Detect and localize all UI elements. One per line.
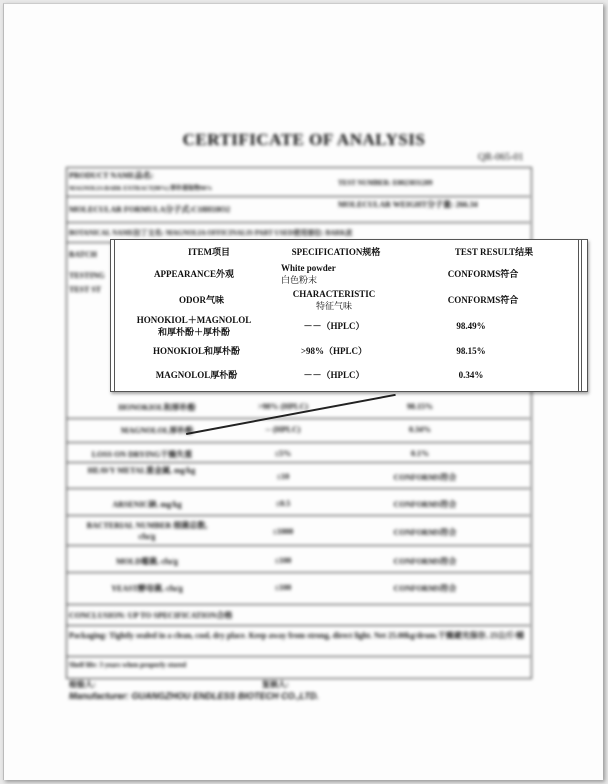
divider [66, 545, 530, 546]
blurred-spec: >98% (HPLC) [257, 402, 309, 411]
zoomed-results-table [110, 239, 588, 392]
divider [66, 418, 530, 419]
blurred-item: YEAST酵母菌, cfu/g [111, 584, 183, 593]
blurred-spec: ≤10 [276, 472, 290, 481]
row-spec-cn: 特征气味 [315, 301, 352, 311]
blurred-result: 0.1% [411, 449, 429, 458]
shelf-life: Shelf life: 3 years when properly stored [69, 661, 187, 669]
table-border [578, 240, 579, 391]
divider [66, 604, 530, 605]
document-title: CERTIFICATE OF ANALYSIS [182, 130, 426, 149]
divider [66, 656, 530, 657]
blurred-item: ARSENIC砷, mg/kg [112, 500, 182, 509]
test-standard-label: TEST ST [69, 285, 102, 294]
column-header-specification: SPECIFICATION规格 [291, 247, 381, 257]
row-item-cn: 和厚朴酚＋厚朴酚 [157, 327, 230, 337]
row-spec-cn: 白色粉末 [281, 275, 318, 285]
row-result: 98.49% [456, 321, 486, 331]
row-spec: －－（HPLC） [303, 321, 365, 331]
blurred-item: MOLD霉菌, cfu/g [116, 557, 178, 566]
blurred-item: HEAVY METAL重金属, mg/kg [87, 466, 196, 475]
row-item: MAGNOLOL厚朴酚 [155, 370, 238, 380]
row-item: HONOKIOL和厚朴酚 [152, 346, 240, 356]
blurred-spec: ≤0.5 [275, 499, 291, 508]
divider [66, 196, 530, 197]
testing-label: TESTING [69, 271, 105, 280]
row-result: 98.15% [456, 346, 486, 356]
row-item: ODOR气味 [178, 295, 224, 305]
row-result: CONFORMS符合 [447, 269, 519, 279]
table-border [581, 240, 582, 391]
molecular-formula: MOLECULAR FORMULA分子式:C18H18O2 [69, 205, 231, 214]
blurred-result: CONFORMS符合 [393, 500, 457, 509]
product-name-label: PRODUCT NAME品名: [69, 171, 154, 180]
blurred-spec: ≤100 [274, 556, 292, 565]
blurred-spec: ≤100 [274, 583, 292, 592]
blurred-item: LOSS ON DRYING干燥失重 [91, 450, 193, 459]
blurred-result: CONFORMS符合 [393, 473, 457, 482]
product-name-value: MAGNOLIA BARK EXTRACT(98%) 厚朴提取物98% [69, 186, 213, 192]
row-result: 0.34% [458, 370, 484, 380]
divider [66, 222, 530, 223]
row-item: APPEARANCE外观 [154, 269, 234, 279]
column-header-test-result: TEST RESULT结果 [454, 247, 534, 257]
blurred-spec: ≤5% [274, 449, 292, 458]
row-item: HONOKIOL＋MAGNOLOL [136, 315, 252, 325]
row-spec: －－（HPLC） [303, 370, 365, 380]
divider [66, 462, 530, 463]
batch-label: BATCH [69, 250, 97, 259]
blurred-item: MAGNOLOL厚朴酚 [120, 426, 194, 435]
inspector: 检验人: [69, 680, 96, 689]
packaging: Packaging: Tightly sealed in a clean, cool, dry place. Keep away from strong, direct light. Net 25.00kg/drum.干燥避光保存, 25公斤/桶 [69, 631, 525, 640]
blurred-result: 0.34% [409, 425, 431, 434]
row-result: CONFORMS符合 [447, 295, 519, 305]
divider [66, 625, 530, 626]
conclusion: CONCLUSION: UP TO SPECIFICATION合格 [69, 611, 233, 620]
blurred-result: 98.15% [407, 402, 433, 411]
row-spec: White powder [281, 263, 336, 273]
botanical-name: BOTANICAL NAME拉丁文名: MAGNOLIA OFFICINALIS PART USED使用部位: BARK皮 [69, 229, 353, 237]
divider [66, 442, 530, 443]
blurred-item: BACTERIAL NUMBER 细菌总数, cfu/g [86, 521, 208, 541]
blurred-result: CONFORMS符合 [393, 557, 457, 566]
document-number: QR-065-01 [478, 152, 524, 163]
divider [66, 572, 530, 573]
column-header-item: ITEM项目 [187, 247, 230, 257]
divider [66, 515, 530, 516]
blurred-result: CONFORMS符合 [393, 584, 457, 593]
divider [66, 488, 530, 489]
blurred-result: CONFORMS符合 [393, 528, 457, 537]
row-spec: CHARACTERISTIC [292, 289, 376, 299]
blurred-spec: -- (HPLC) [265, 425, 301, 434]
manufacturer: Manufacturer: GUANGZHOU ENDLESS BIOTECH CO.,LTD. [69, 691, 319, 701]
molecular-weight: MOLECULAR WEIGHT分子量: 266.34 [338, 200, 478, 209]
approver: 复核人: [262, 680, 289, 689]
blurred-item: HONOKIOL和厚朴酚 [118, 403, 196, 412]
table-border [114, 240, 115, 391]
row-spec: >98%（HPLC） [300, 346, 368, 356]
blurred-spec: ≤1000 [272, 527, 294, 536]
test-number: TEST NUMBER: E0023031209 [338, 179, 433, 187]
